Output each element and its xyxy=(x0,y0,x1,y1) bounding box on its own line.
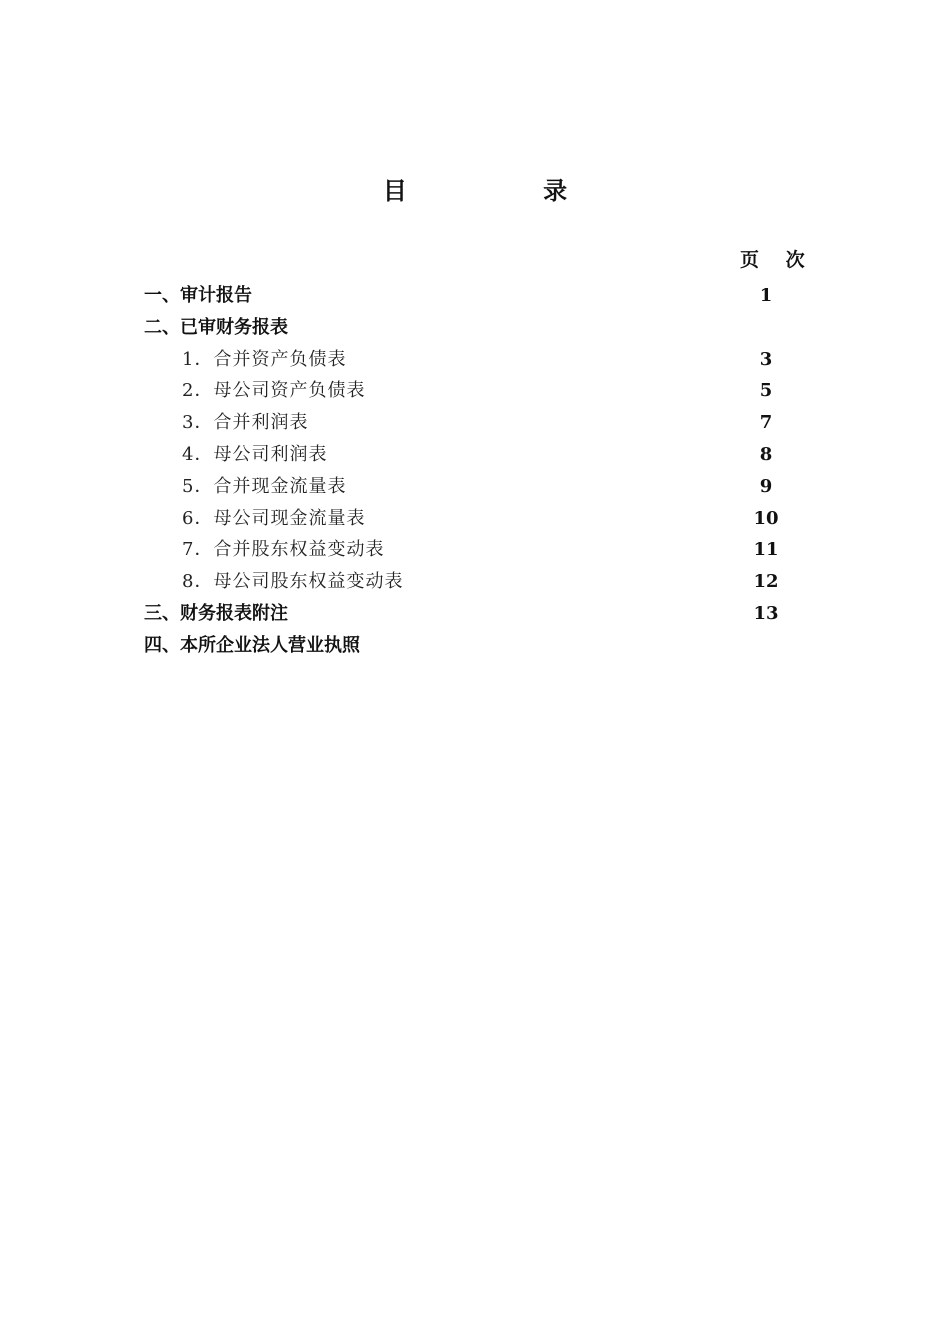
toc-entry-consolidated-balance-sheet[interactable] xyxy=(0,348,950,380)
toc-entry-label: 6．母公司现金流量表 xyxy=(182,507,366,529)
toc-entry-business-license[interactable] xyxy=(0,634,950,666)
toc-entry-label: 三、财务报表附注 xyxy=(144,602,288,624)
toc-entry-page: 5 xyxy=(759,380,773,402)
toc-entry-page: 9 xyxy=(759,475,773,497)
toc-entry-audited-statements[interactable] xyxy=(0,316,950,348)
toc-entry-label: 4．母公司利润表 xyxy=(182,443,328,465)
toc-entry-consolidated-equity-changes[interactable] xyxy=(0,538,950,570)
toc-entry-page: 7 xyxy=(759,412,773,434)
toc-entry-page: 8 xyxy=(759,443,773,465)
page-title: 目 录 xyxy=(382,176,632,205)
toc-entry-label: 二、已审财务报表 xyxy=(144,316,288,338)
toc-entry-consolidated-income-statement[interactable] xyxy=(0,411,950,443)
toc-entry-parent-income-statement[interactable] xyxy=(0,443,950,475)
page-number-column-header: 页 次 xyxy=(740,249,815,271)
toc-entry-page: 12 xyxy=(753,571,779,593)
toc-entry-page: 11 xyxy=(753,539,779,561)
toc-entry-parent-cash-flow[interactable] xyxy=(0,507,950,539)
toc-entry-notes[interactable] xyxy=(0,602,950,634)
toc-entry-page: 13 xyxy=(753,602,779,624)
toc-entry-audit-report[interactable] xyxy=(0,284,950,316)
toc-entry-parent-equity-changes[interactable] xyxy=(0,570,950,602)
toc-entry-label: 一、审计报告 xyxy=(144,285,252,306)
toc-entry-label: 3．合并利润表 xyxy=(182,412,309,434)
toc-entry-page: 3 xyxy=(759,348,773,370)
toc-entry-label: 1．合并资产负债表 xyxy=(182,348,347,370)
toc-entry-label: 2．母公司资产负债表 xyxy=(182,380,366,402)
toc-entry-label: 5．合并现金流量表 xyxy=(182,475,347,497)
toc-entry-label: 8．母公司股东权益变动表 xyxy=(182,571,404,593)
toc-entry-label: 四、本所企业法人营业执照 xyxy=(144,634,360,656)
toc-entry-consolidated-cash-flow[interactable] xyxy=(0,475,950,507)
table-of-contents xyxy=(0,284,950,666)
toc-entry-page: 10 xyxy=(753,507,779,529)
toc-entry-label: 7．合并股东权益变动表 xyxy=(182,539,385,561)
toc-entry-parent-balance-sheet[interactable] xyxy=(0,379,950,411)
toc-entry-page: 1 xyxy=(759,285,773,306)
